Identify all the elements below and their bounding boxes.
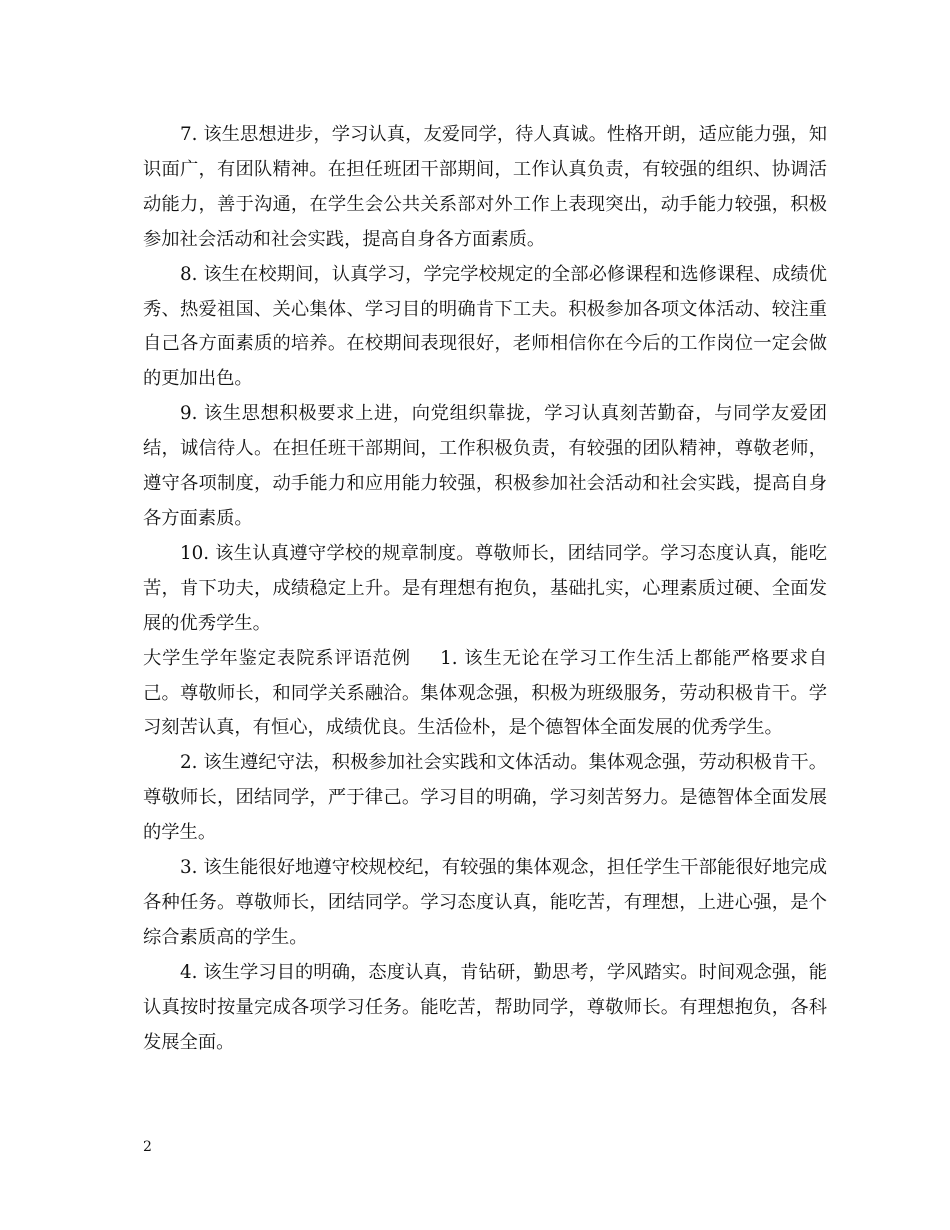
document-body	[143, 118, 827, 1060]
section-heading: 大学生学年鉴定表院系评语范例	[143, 647, 411, 669]
section-intro-paragraph	[143, 642, 827, 747]
paragraph-1: 1. 该生无论在学习工作生活上都能严格要求自己。尊敬师长，和同学关系融洽。集体观念强，积极为班级服务，劳动积极肯干。学习刻苦认真，有恒心，成绩优良。生活俭朴，是个德智体全面发展的优秀学生。	[143, 647, 827, 739]
paragraph-3: 3. 该生能很好地遵守校规校纪，有较强的集体观念，担任学生干部能很好地完成各种任务。尊敬师长，团结同学。学习态度认真，能吃苦，有理想，上进心强，是个综合素质高的学生。	[143, 857, 827, 948]
paragraph-8: 8. 该生在校期间，认真学习，学完学校规定的全部必修课程和选修课程、成绩优秀、热爱祖国、关心集体、学习目的明确肯下工夫。积极参加各项文体活动、较注重自己各方面素质的培养。在校期间表现很好，老师相信你在今后的工作岗位一定会做的更加出色。	[143, 263, 827, 390]
paragraph-2: 2. 该生遵纪守法，积极参加社会实践和文体活动。集体观念强，劳动积极肯干。尊敬师长，团结同学，严于律己。学习目的明确，学习刻苦努力。是德智体全面发展的学生。	[143, 752, 827, 844]
paragraph-7: 7. 该生思想进步，学习认真，友爱同学，待人真诚。性格开朗，适应能力强，知识面广，有团队精神。在担任班团干部期间，工作认真负责，有较强的组织、协调活动能力，善于沟通，在学生会公共关系部对外工作上表现突出，动手能力较强，积极参加社会活动和社会实践，提高自身各方面素质。	[143, 124, 827, 250]
page-number: 2	[143, 1139, 152, 1155]
paragraph-9: 9. 该生思想积极要求上进，向党组织靠拢，学习认真刻苦勤奋，与同学友爱团结，诚信待人。在担任班干部期间，工作积极负责，有较强的团队精神，尊敬老师，遵守各项制度，动手能力和应用能力较强，积极参加社会活动和社会实践，提高自身各方面素质。	[143, 403, 827, 529]
paragraph-4: 4. 该生学习目的明确，态度认真，肯钻研，勤思考，学风踏实。时间观念强，能认真按时按量完成各项学习任务。能吃苦，帮助同学，尊敬师长。有理想抱负，各科发展全面。	[143, 961, 827, 1053]
paragraph-10: 10. 该生认真遵守学校的规章制度。尊敬师长，团结同学。学习态度认真，能吃苦，肯下功夫，成绩稳定上升。是有理想有抱负，基础扎实，心理素质过硬、全面发展的优秀学生。	[143, 542, 827, 634]
